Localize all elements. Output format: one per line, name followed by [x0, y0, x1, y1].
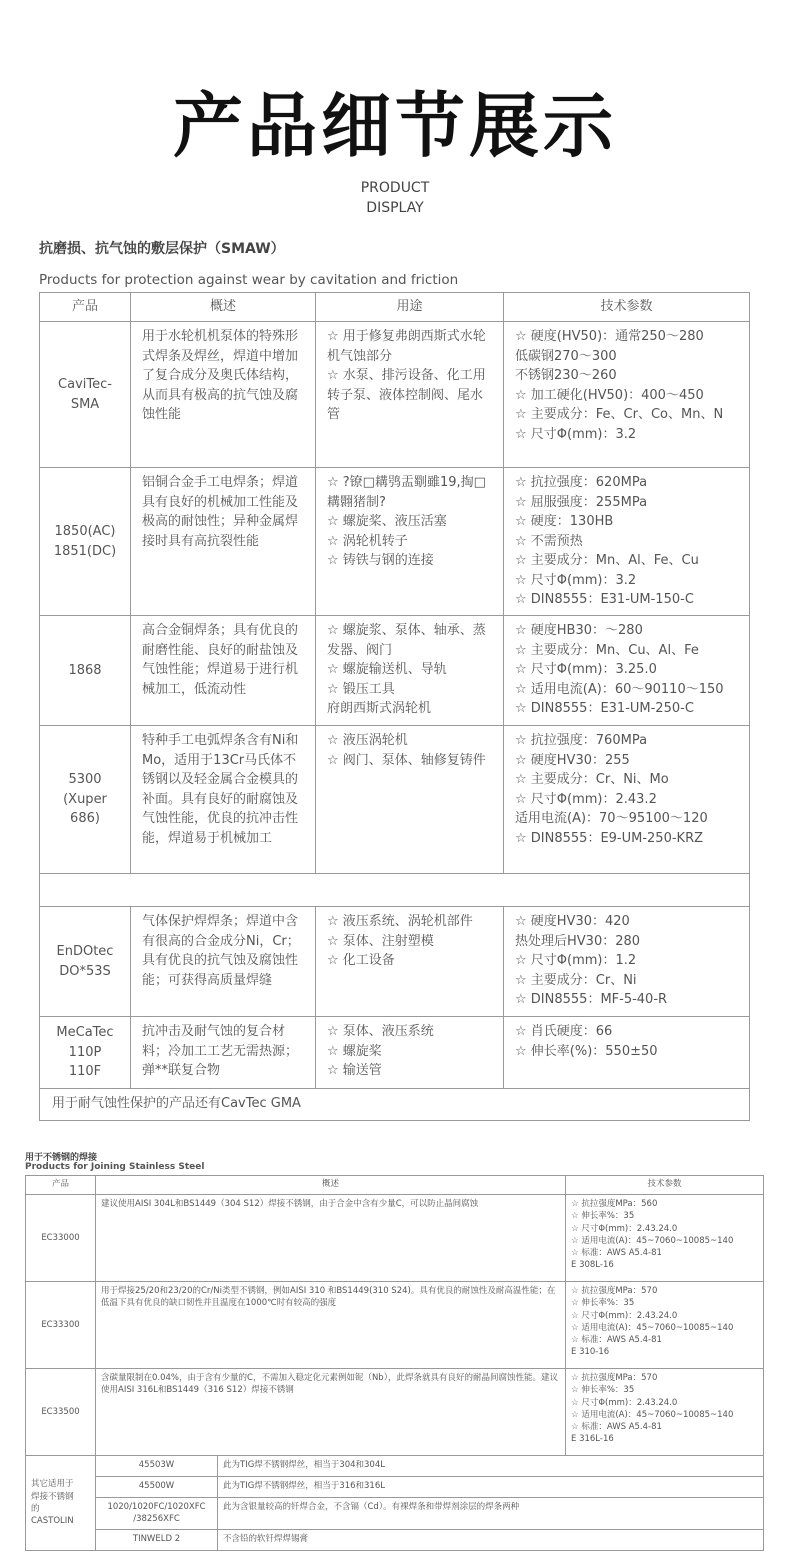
use-line: ☆ 锻压工具 [327, 681, 395, 697]
column-header: 技术参数 [566, 1176, 764, 1195]
use-cell [316, 726, 504, 874]
use-line: ☆ 螺旋桨 [327, 1043, 382, 1059]
param-line: ☆ 抗拉强度MPa：560 [571, 1199, 658, 1209]
use-line: ☆ 涡轮机转子 [327, 533, 408, 549]
param-line: ☆ DIN8555：E31-UM-150-C [515, 592, 694, 607]
overview-cell: 气体保护焊焊条；焊道中含有很高的合金成分Ni，Cr；具有优良的抗气蚀及腐蚀性能；可获得高质量焊缝 [131, 907, 316, 1017]
group-label-line: 其它适用于 [31, 1479, 74, 1490]
column-header: 用途 [316, 293, 504, 322]
column-header: 产品 [40, 293, 131, 322]
note-row [40, 1089, 750, 1121]
use-line: ☆ 螺旋浆、泵体、轴承、蒸发器、阀门 [327, 623, 486, 658]
product-cell: EC33300 [26, 1282, 96, 1369]
table-header-row [40, 293, 750, 322]
use-line: ☆ 化工设备 [327, 953, 395, 968]
product-code-cell [96, 1498, 218, 1530]
table-row [40, 907, 750, 1017]
product-line: EnDOtec [56, 944, 114, 959]
param-line: ☆ 适用电流(A)：45~7060~10085~140 [571, 1322, 734, 1333]
table-row [40, 468, 750, 616]
table-row [40, 616, 750, 726]
params-cell [504, 616, 750, 726]
product-desc-cell: 此为TIG焊不锈钢焊丝，相当于304和304L [218, 1456, 764, 1477]
product-line: (Xuper [63, 791, 107, 807]
param-line: ☆ 主要成分：Cr、Ni、Mo [515, 772, 669, 787]
param-line: 低碳钢270～300 [515, 348, 617, 364]
product-line: 110F [68, 1064, 102, 1080]
param-line: ☆ 加工硬化(HV50)：400～450 [515, 387, 704, 403]
param-line: ☆ 尺寸Φ(mm)：3.2 [515, 572, 637, 588]
use-cell [316, 468, 504, 616]
params-cell [566, 1282, 764, 1369]
param-line: ☆ 抗拉强度：760MPa [515, 733, 648, 748]
param-line: ☆ 尺寸Φ(mm)：3.25.0 [515, 662, 657, 677]
table-header-row [26, 1176, 764, 1195]
product-line: 686) [70, 811, 100, 827]
param-line: ☆ 尺寸Φ(mm)：2.43.24.0 [571, 1223, 678, 1234]
param-line: ☆ 适用电流(A)：45~7060~10085~140 [571, 1409, 734, 1420]
other-product-row [26, 1456, 764, 1477]
product-cell [40, 616, 131, 726]
product-desc-cell: 此为含银量较高的钎焊合金，不含镉（Cd）。有裸焊条和带焊剂涂层的焊条两种 [218, 1498, 764, 1530]
use-line: ☆ ?镣□耩鸮盂劅雖19,掏□耩翾猪制? [327, 475, 486, 510]
product-code-cell: 45500W [96, 1477, 218, 1498]
product-cell [40, 907, 131, 1017]
section2-subtitle: Products for Joining Stainless Steel [25, 1162, 205, 1172]
overview-cell: 用于水轮机机泵体的特殊形式焊条及焊丝，焊道中增加了复合成分及奥氏体结构，从而具有极高的抗气蚀及腐蚀性能 [131, 322, 316, 468]
product-desc-cell: 此为TIG焊不锈钢焊丝，相当于316和316L [218, 1477, 764, 1498]
use-line: ☆ 泵体、液压系统 [327, 1024, 434, 1039]
param-line: ☆ 伸长率%：35 [571, 1298, 635, 1309]
param-line: 适用电流(A)：70～95100～120 [515, 811, 708, 826]
table-row [40, 726, 750, 874]
param-line: ☆ 抗拉强度MPa：570 [571, 1286, 658, 1296]
param-line: ☆ 硬度：130HB [515, 514, 614, 529]
param-line: ☆ 硬度HV30：255 [515, 752, 630, 768]
param-line: ☆ 硬度HB30：～280 [515, 623, 643, 638]
param-line: ☆ 标准：AWS A5.4-81 [571, 1335, 662, 1346]
table-row [26, 1369, 764, 1456]
subtitle-line-2: DISPLAY [366, 200, 424, 216]
param-line: ☆ 伸长率%：35 [571, 1385, 635, 1396]
param-line: ☆ 尺寸Φ(mm)：2.43.24.0 [571, 1397, 678, 1408]
param-line: ☆ 标准：AWS A5.4-81 [571, 1422, 662, 1433]
param-line: ☆ DIN8555：MF-5-40-R [515, 992, 668, 1007]
use-line: ☆ 阀门、泵体、轴修复铸件 [327, 752, 486, 768]
product-code-cell: TINWELD 2 [96, 1530, 218, 1551]
param-line: ☆ 适用电流(A)：60～90110～150 [515, 681, 724, 697]
params-cell [566, 1369, 764, 1456]
use-cell [316, 322, 504, 468]
other-product-row [26, 1477, 764, 1498]
group-label-line: 焊接不锈钢 [31, 1491, 74, 1502]
product-desc-cell: 不含铅的软钎焊焊锡膏 [218, 1530, 764, 1551]
code-line: 1020/1020FC/1020XFC [107, 1502, 206, 1512]
product-line: 1868 [68, 662, 102, 678]
param-line: ☆ 主要成分：Fe、Cr、Co、Mn、N [515, 407, 724, 422]
product-cell: EC33000 [26, 1195, 96, 1282]
product-cell [40, 1017, 131, 1089]
product-line: DO*53S [59, 963, 111, 979]
params-cell [504, 322, 750, 468]
param-line: 不锈钢230～260 [515, 368, 617, 383]
other-product-row [26, 1498, 764, 1530]
params-cell [504, 907, 750, 1017]
param-line: ☆ 尺寸Φ(mm)：3.2 [515, 426, 637, 442]
product-cell [40, 322, 131, 468]
table-row [40, 1017, 750, 1089]
column-header: 概述 [96, 1176, 566, 1195]
stainless-products-table [25, 1175, 764, 1551]
param-line: E 308L-16 [571, 1260, 614, 1271]
param-line: ☆ 伸长率(%)：550±50 [515, 1043, 658, 1059]
use-line: ☆ 输送管 [327, 1063, 382, 1078]
other-product-row [26, 1530, 764, 1551]
product-cell: EC33500 [26, 1369, 96, 1456]
overview-cell: 含碳量限制在0.04%，由于含有少量的C，不需加入稳定化元素例如铌（Nb），此焊条就具有良好的耐晶间腐蚀性能。建议使用AISI 316L和BS1449（316 S12）焊接不锈钢 [96, 1369, 566, 1456]
param-line: 热处理后HV30：280 [515, 933, 641, 949]
use-cell [316, 907, 504, 1017]
use-line: ☆ 水泵、排污设备、化工用转子泵、液体控制阀、尾水管 [327, 368, 486, 422]
params-cell [566, 1195, 764, 1282]
params-cell [504, 726, 750, 874]
use-line: ☆ 螺旋桨、液压活塞 [327, 514, 447, 529]
overview-cell: 抗冲击及耐气蚀的复合材料；冷加工工艺无需热源；弹**联复合物 [131, 1017, 316, 1089]
product-cell [40, 468, 131, 616]
param-line: ☆ 尺寸Φ(mm)：1.2 [515, 953, 637, 968]
column-header: 概述 [131, 293, 316, 322]
param-line: ☆ 肖氏硬度：66 [515, 1024, 613, 1039]
product-line: 5300 [68, 772, 102, 788]
empty-cell [40, 874, 750, 907]
param-line: ☆ 硬度(HV50)：通常250～280 [515, 329, 704, 344]
empty-row [40, 874, 750, 907]
use-line: ☆ 液压系统、涡轮机部件 [327, 914, 473, 929]
product-line: 110P [68, 1044, 102, 1060]
use-line: ☆ 液压涡轮机 [327, 733, 408, 748]
param-line: ☆ 主要成分：Mn、Cu、Al、Fe [515, 642, 699, 658]
product-line: 1850(AC) [54, 524, 116, 539]
column-header: 技术参数 [504, 293, 750, 322]
overview-cell: 用于焊接25/20和23/20的Cr/Ni类型不锈钢，例如AISI 310 和BS1449(310 S24)。具有优良的耐蚀性及耐高温性能；在低温下具有优良的缺口韧性并且温度在1000℃时有较高的强度 [96, 1282, 566, 1369]
use-line: ☆ 用于修复弗朗西斯式水轮机气蚀部分 [327, 329, 486, 364]
use-line: ☆ 螺旋输送机、导轨 [327, 662, 447, 677]
param-line: ☆ 适用电流(A)：45~7060~10085~140 [571, 1235, 734, 1246]
page-title: 产品细节展示 [173, 85, 617, 167]
table-row [26, 1195, 764, 1282]
overview-cell: 特种手工电弧焊条含有Ni和Mo，适用于13Cr马氏体不锈钢以及轻金属合金模具的补面。具有良好的耐腐蚀及气蚀性能，优良的抗冲击性能，焊道易于机械加工 [131, 726, 316, 874]
param-line: ☆ DIN8555：E9-UM-250-KRZ [515, 830, 704, 846]
product-line: CaviTec- [58, 377, 112, 392]
group-label-line: CASTOLIN [31, 1516, 74, 1527]
other-group-label [26, 1456, 96, 1551]
cavitation-products-table [39, 292, 750, 1121]
param-line: ☆ 抗拉强度MPa：570 [571, 1373, 658, 1383]
use-cell [316, 1017, 504, 1089]
column-header: 产品 [26, 1176, 96, 1195]
product-line: 1851(DC) [53, 543, 117, 559]
param-line: ☆ 不需预热 [515, 533, 583, 549]
param-line: ☆ 标准：AWS A5.4-81 [571, 1248, 662, 1259]
param-line: E 316L-16 [571, 1434, 614, 1445]
overview-cell: 铝铜合金手工电焊条；焊道具有良好的机械加工性能及极高的耐蚀性；异种金属焊接时具有高抗裂性能 [131, 468, 316, 616]
note-cell: 用于耐气蚀性保护的产品还有CavTec GMA [40, 1089, 750, 1121]
section1-title: 抗磨损、抗气蚀的敷层保护（SMAW） [39, 241, 285, 257]
overview-cell: 高合金铜焊条；具有优良的耐磨性能、良好的耐盐蚀及气蚀性能；焊道易于进行机械加工，低流动性 [131, 616, 316, 726]
product-line: MeCaTec [56, 1025, 114, 1041]
params-cell [504, 1017, 750, 1089]
param-line: ☆ 伸长率%：35 [571, 1211, 635, 1222]
group-label-line: 的 [31, 1504, 40, 1514]
param-line: ☆ 主要成分：Cr、Ni [515, 972, 637, 988]
param-line: ☆ 屈服强度：255MPa [515, 494, 648, 510]
product-code-cell: 45503W [96, 1456, 218, 1477]
params-cell [504, 468, 750, 616]
overview-cell: 建议使用AISI 304L和BS1449（304 S12）焊接不锈钢，由于合金中含有少量C，可以防止晶间腐蚀 [96, 1195, 566, 1282]
subtitle-line-1: PRODUCT [360, 180, 430, 196]
section1-subtitle: Products for protection against wear by cavitation and friction [39, 272, 459, 288]
param-line: ☆ 硬度HV30：420 [515, 914, 630, 929]
use-line: ☆ 铸铁与钢的连接 [327, 553, 434, 568]
product-cell [40, 726, 131, 874]
param-line: ☆ 尺寸Φ(mm)：2.43.24.0 [571, 1310, 678, 1321]
section2-title: 用于不锈钢的焊接 [25, 1153, 98, 1163]
param-line: ☆ 主要成分：Mn、Al、Fe、Cu [515, 553, 699, 568]
use-line: ☆ 泵体、注射塑模 [327, 933, 434, 949]
use-cell [316, 616, 504, 726]
param-line: ☆ 抗拉强度：620MPa [515, 475, 648, 490]
param-line: E 310-16 [571, 1347, 610, 1358]
table-row [40, 322, 750, 468]
use-line: 府朗西斯式涡轮机 [327, 701, 432, 716]
param-line: ☆ DIN8555：E31-UM-250-C [515, 701, 694, 716]
page-subtitle [0, 178, 790, 218]
code-line: /38256XFC [133, 1514, 180, 1525]
product-line: SMA [70, 396, 100, 412]
param-line: ☆ 尺寸Φ(mm)：2.43.2 [515, 791, 657, 807]
table-row [26, 1282, 764, 1369]
